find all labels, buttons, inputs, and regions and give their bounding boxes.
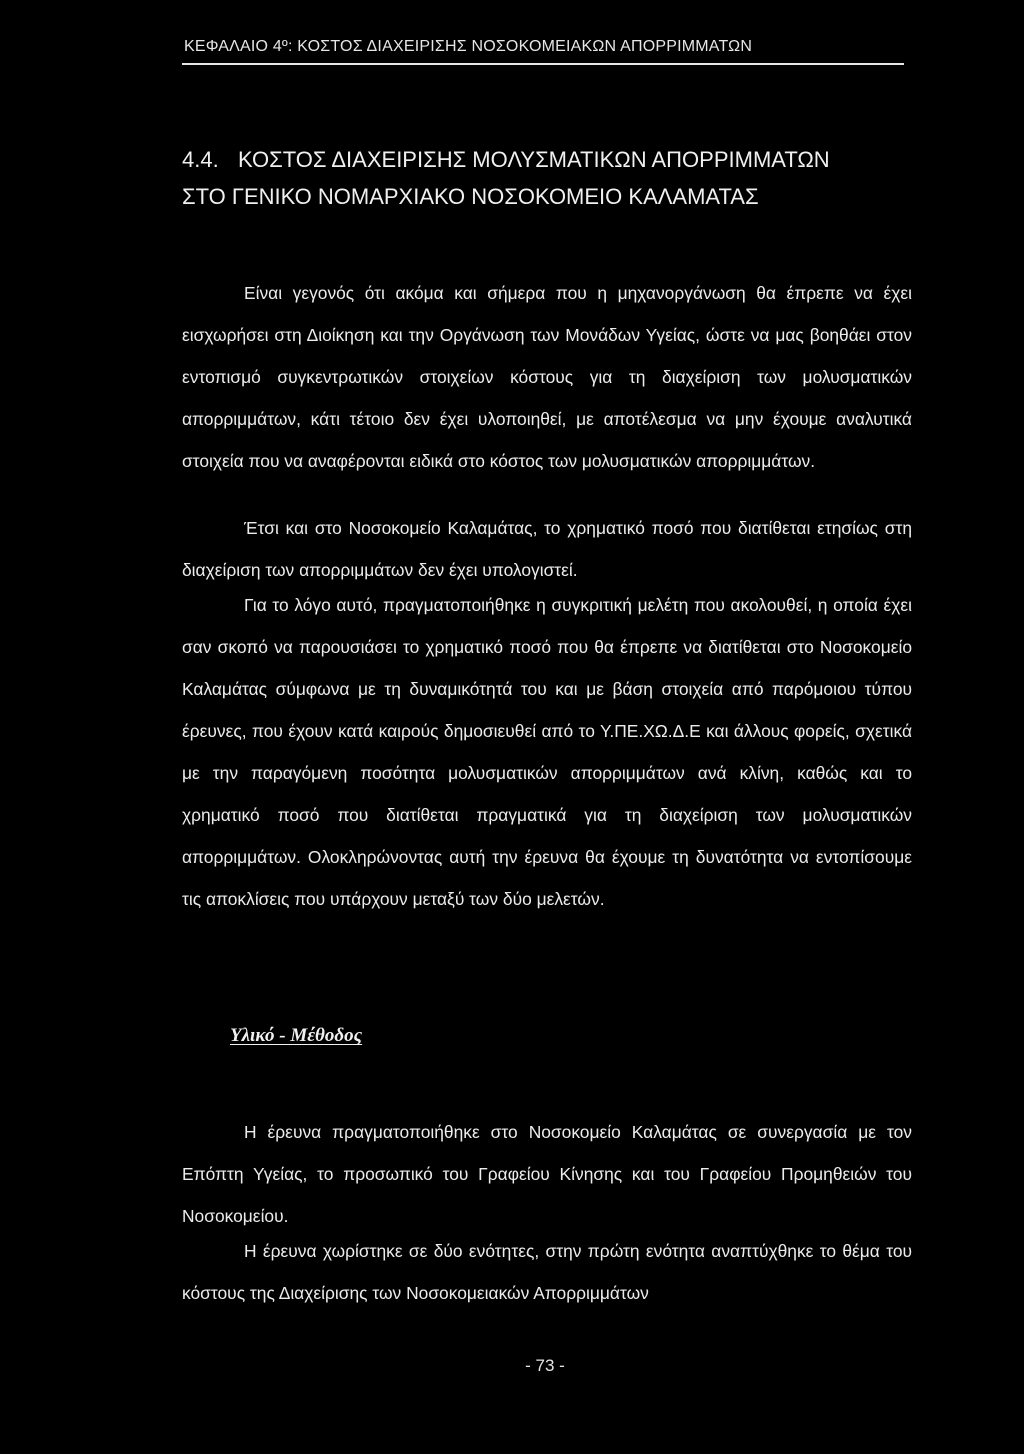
- section-title-line-1: ΚΟΣΤΟΣ ΔΙΑΧΕΙΡΙΣΗΣ ΜΟΛΥΣΜΑΤΙΚΩΝ ΑΠΟΡΡΙΜΜΑΤΩΝ: [238, 147, 830, 172]
- running-header: ΚΕΦΑΛΑΙΟ 4º: ΚΟΣΤΟΣ ΔΙΑΧΕΙΡΙΣΗΣ ΝΟΣΟΚΟΜΕΙΑΚΩΝ ΑΠΟΡΡΙΜΜΑΤΩΝ: [184, 38, 753, 55]
- paragraph-research-cooperation: Η έρευνα πραγματοποιήθηκε στο Νοσοκομείο Καλαμάτας σε συνεργασία με τον Επόπτη Υγείας, το προσωπικό του Γραφείου Κίνησης και του Γραφείου Προμηθειών του Νοσοκομείου.: [182, 1122, 912, 1226]
- section-title: [182, 141, 912, 215]
- paragraph-research-sections: Η έρευνα χωρίστηκε σε δύο ενότητες, στην πρώτη ενότητα αναπτύχθηκε το θέμα του κόστους της Διαχείρισης των Νοσοκομειακών Απορριμμάτων: [182, 1241, 912, 1303]
- subheading-material-method: Υλικό - Μέθοδος: [230, 1025, 363, 1046]
- paragraph-study-purpose: Για το λόγο αυτό, πραγματοποιήθηκε η συγκριτική μελέτη που ακολουθεί, η οποία έχει σαν σκοπό να παρουσιάσει το χρηματικό ποσό που θα έπρεπε να διατίθεται στο Νοσοκομείο Καλαμάτας σύμφωνα με τη δυναμικότητά του και με βάση στοιχεία από παρόμοιου τύπου έρευνες, που έχουν κατά καιρούς δημοσιευθεί από το Υ.ΠΕ.ΧΩ.Δ.Ε και άλλους φορείς, σχετικά με την παραγόμενη ποσότητα μολυσματικών απορριμμάτων ανά κλίνη, καθώς και το χρηματικό ποσό που διατίθεται πραγματικά για τη διαχείριση των μολυσματικών απορριμμάτων. Ολοκληρώνοντας αυτή την έρευνα θα έχουμε τη δυνατότητα να εντοπίσουμε τις αποκλίσεις που υπάρχουν μεταξύ των δύο μελετών.: [182, 595, 912, 909]
- paragraph-kalamata: Έτσι και στο Νοσοκομείο Καλαμάτας, το χρηματικό ποσό που διατίθεται ετησίως στη διαχείριση των απορριμμάτων δεν έχει υπολογιστεί.: [182, 518, 912, 580]
- page-number: - 73 -: [525, 1356, 565, 1375]
- section-title-line-2: ΣΤΟ ΓΕΝΙΚΟ ΝΟΜΑΡΧΙΑΚΟ ΝΟΣΟΚΟΜΕΙΟ ΚΑΛΑΜΑΤΑΣ: [182, 184, 759, 209]
- section-number: 4.4.: [182, 147, 219, 172]
- header-rule: [182, 63, 904, 65]
- paragraph-intro: Είναι γεγονός ότι ακόμα και σήμερα που η μηχανοργάνωση θα έπρεπε να έχει εισχωρήσει στη Διοίκηση και την Οργάνωση των Μονάδων Υγείας, ώστε να μας βοηθάει στον εντοπισμό συγκεντρωτικών στοιχείων κόστους για τη διαχείριση των μολυσματικών απορριμμάτων, κάτι τέτοιο δεν έχει υλοποιηθεί, με αποτέλεσμα να μην έχουμε αναλυτικά στοιχεία που να αναφέρονται ειδικά στο κόστος των μολυσματικών απορριμμάτων.: [182, 283, 912, 471]
